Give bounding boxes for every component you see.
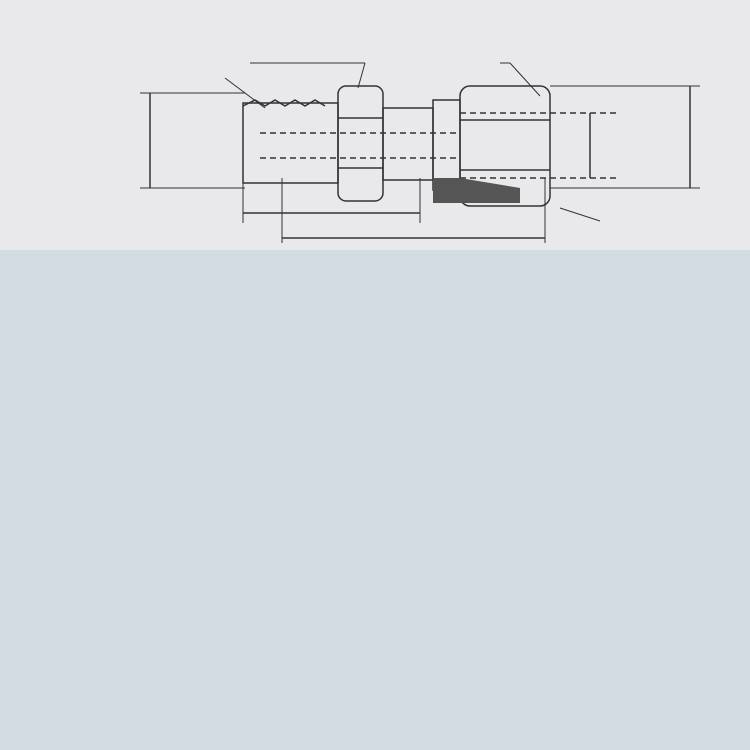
table-panel (0, 250, 750, 750)
ferrule-section (433, 178, 520, 203)
fitting-drawing (0, 28, 750, 250)
drawing-panel (0, 0, 750, 250)
thread-body (243, 103, 338, 183)
hex-nut-s (338, 86, 383, 201)
